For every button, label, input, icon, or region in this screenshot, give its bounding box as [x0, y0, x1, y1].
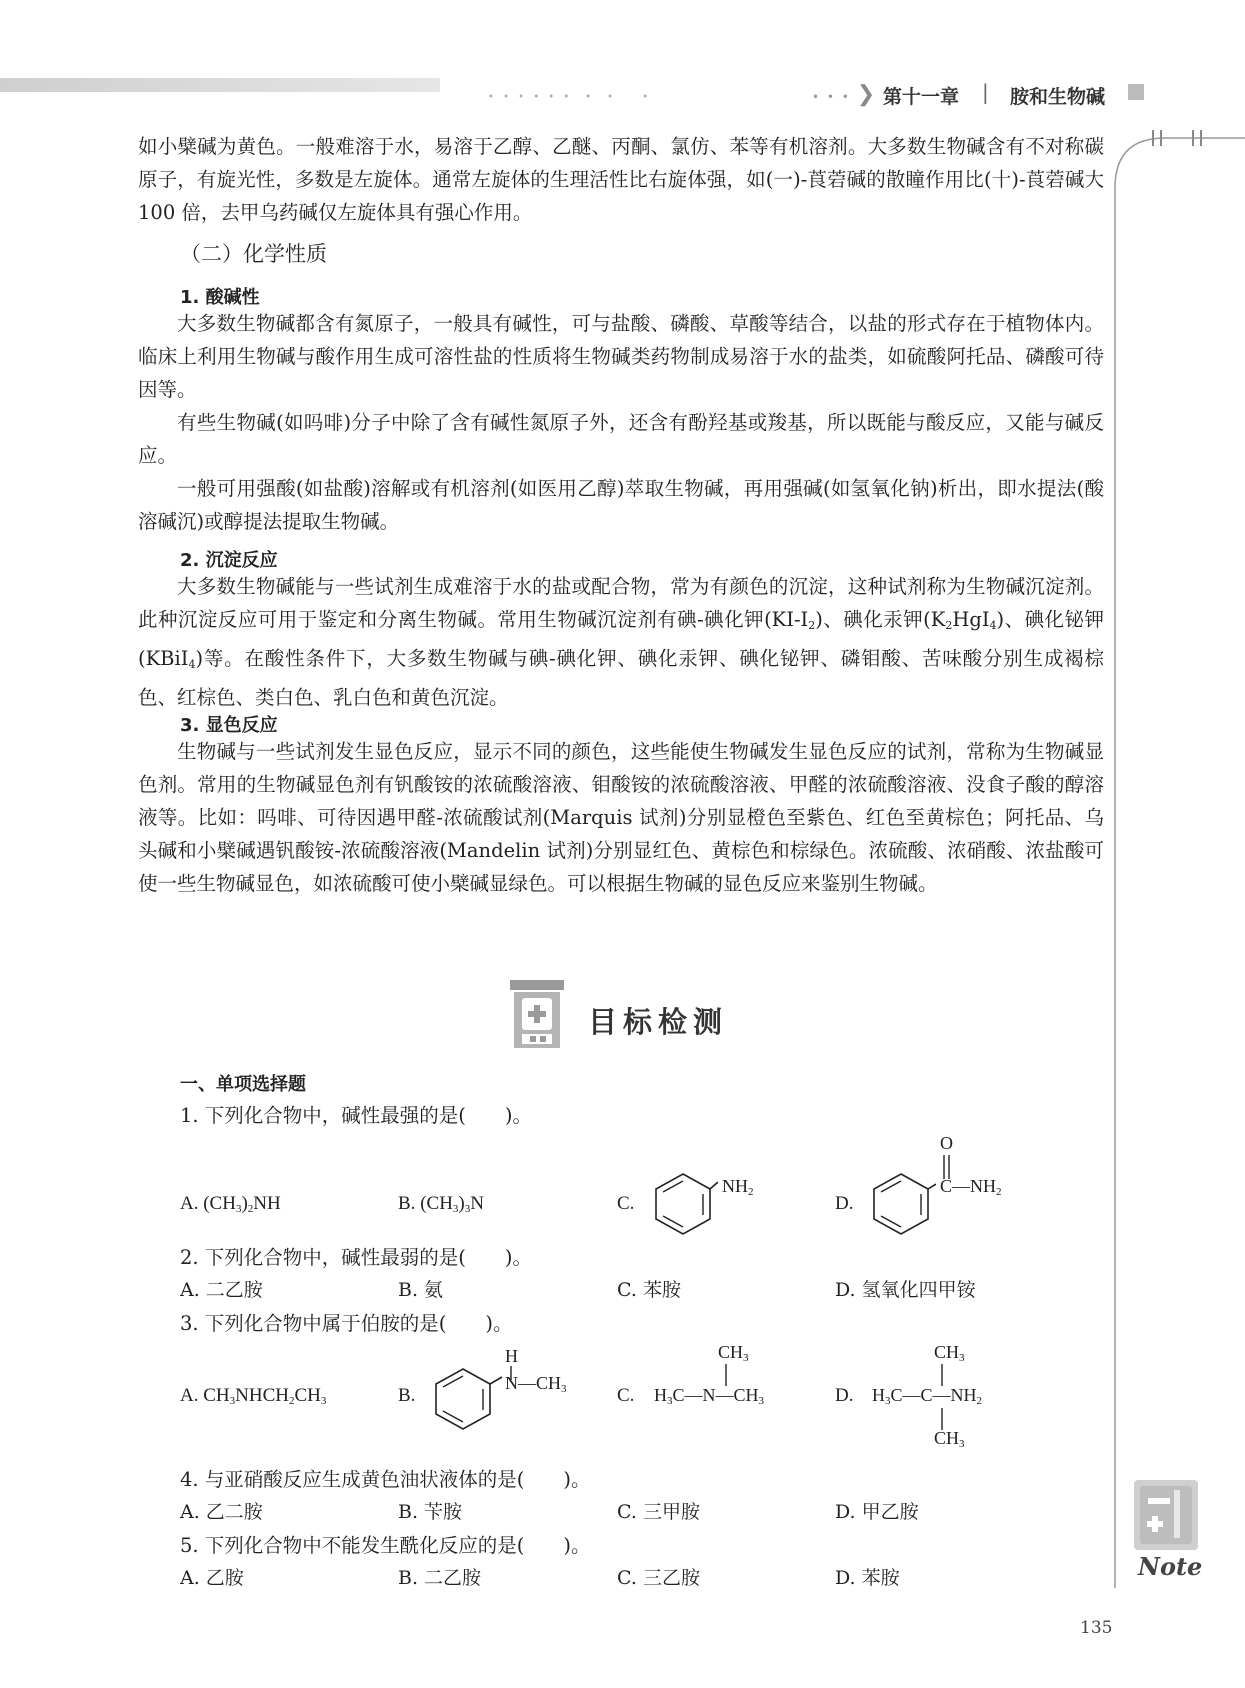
paragraph-precipitation: 大多数生物碱能与一些试剂生成难溶于水的盐或配合物，常为有颜色的沉淀，这种试剂称为生物碱沉淀剂。此种沉淀反应可用于鉴定和分离生物碱。常用生物碱沉淀剂有碘-碘化钾$(KI-I_2)$、碘化汞钾$(K_2HgI_4)$、碘化铋钾(KBiI$_4$)等。在酸性条件下，大多数生物碱与碘-碘化钾、碘化汞钾、碘化铋钾、磷钼酸、苦味酸分别生成褐棕色、红棕色、类白色、乳白色和黄色沉淀。 [138, 575, 1104, 709]
subheading-precipitation: 2. 沉淀反应 [180, 550, 278, 571]
question-3-option-d-main: $H_3C—C—NH_2$ [872, 1385, 983, 1407]
header-band [0, 78, 440, 92]
aniline-structure [648, 1168, 718, 1240]
question-1-stem: 1. 下列化合物中，碱性最强的是( )。 [180, 1104, 533, 1127]
question-1-option-b: B. $(CH_3)_3N$ [398, 1193, 484, 1215]
benzamide-structure [866, 1168, 936, 1240]
question-2-option-b: B. 氨 [398, 1279, 444, 1301]
paragraph-acid-base-3: 一般可用强酸(如盐酸)溶解或有机溶剂(如医用乙醇)萃取生物碱，再用强碱(如氢氧化钠)析出，即水提法(酸溶碱沉)或醇提法提取生物碱。 [138, 477, 1104, 533]
question-2-option-d: D. 氢氧化四甲铵 [835, 1279, 976, 1301]
question-3-stem: 3. 下列化合物中属于伯胺的是( )。 [180, 1312, 513, 1335]
paragraph-acid-base-1: 大多数生物碱都含有氮原子，一般具有碱性，可与盐酸、磷酸、草酸等结合，以盐的形式存在于植物体内。临床上利用生物碱与酸作用生成可溶性盐的性质将生物碱类药物制成易溶于水的盐类，如硫酸阿托品、磷酸可待因等。 [138, 312, 1104, 401]
margin-binder-line [1105, 128, 1245, 1598]
question-3-option-c-label: C. [617, 1385, 635, 1406]
question-2-option-c: C. 苯胺 [617, 1279, 681, 1301]
question-5-option-b: B. 二乙胺 [398, 1567, 482, 1589]
question-3-option-c-top-methyl: $CH_3$ [718, 1342, 749, 1364]
question-4-option-d: D. 甲乙胺 [835, 1501, 919, 1523]
question-5-option-c: C. 三乙胺 [617, 1567, 700, 1589]
target-detection-title: 目标检测 [588, 1005, 729, 1039]
question-1-option-d-oxygen: O [940, 1133, 953, 1153]
question-4-option-c: C. 三甲胺 [617, 1501, 700, 1523]
question-4-option-a: A. 乙二胺 [180, 1501, 263, 1523]
question-1-option-d-amide: $C—NH_2$ [940, 1176, 1002, 1198]
header-arrow-dots: • • • ❯ [812, 82, 878, 107]
c-c-bond-vertical-top [936, 1364, 948, 1386]
question-1-option-a: A. $(CH_3)_2NH$ [180, 1193, 281, 1215]
header-square [1128, 84, 1144, 100]
question-1-option-c-label: C. [617, 1193, 635, 1214]
question-3-option-d-bottom-methyl: $CH_3$ [934, 1428, 965, 1450]
question-3-option-b-hydrogen: H [505, 1346, 518, 1366]
n-methylaniline-structure [428, 1363, 504, 1435]
paragraph-acid-base-2: 有些生物碱(如吗啡)分子中除了含有碱性氮原子外，还含有酚羟基或羧基，所以既能与酸反应，又能与碱反应。 [138, 411, 1104, 467]
paragraph-optical-activity: 如小檗碱为黄色。一般难溶于水，易溶于乙醇、乙醚、丙酮、氯仿、苯等有机溶剂。大多数生物碱含有不对称碳原子，有旋光性，多数是左旋体。通常左旋体的生理活性比右旋体强，如(一)-莨菪碱的散瞳作用比(十)-莨菪碱大 100 倍，去甲乌药碱仅左旋体具有强心作用。 [138, 135, 1104, 224]
page-number: 135 [1080, 1618, 1113, 1638]
question-1-option-c-amine: $NH_2$ [722, 1176, 754, 1198]
header-separator: | [982, 80, 989, 104]
question-3-option-d-label: D. [835, 1385, 854, 1406]
subheading-color-reaction: 3. 显色反应 [180, 715, 278, 736]
question-5-stem: 5. 下列化合物中不能发生酰化反应的是( )。 [180, 1534, 591, 1557]
note-icon [1130, 1478, 1202, 1552]
question-5-option-a: A. 乙胺 [180, 1567, 244, 1589]
question-3-option-b-label: B. [398, 1385, 416, 1406]
question-3-option-c-main: $H_3C—N—CH_3$ [654, 1385, 765, 1407]
paragraph-color-reaction: 生物碱与一些试剂发生显色反应，显示不同的颜色，这些能使生物碱发生显色反应的试剂，常称为生物碱显色剂。常用的生物碱显色剂有钒酸铵的浓硫酸溶液、钼酸铵的浓硫酸溶液、甲醛的浓硫酸溶液、没食子酸的醇溶液等。比如：吗啡、可待因遇甲醛-浓硫酸试剂(Marquis 试剂)分别显橙色至紫色、红色至黄棕色；阿托品、乌头碱和小檗碱遇钒酸铵-浓硫酸溶液(Mandelin 试剂)分别显红色、黄棕色和棕绿色。浓硫酸、浓硝酸、浓盐酸可使一些生物碱显色，如浓硫酸可使小檗碱显绿色。可以根据生物碱的显色反应来鉴别生物碱。 [138, 740, 1104, 895]
question-4-stem: 4. 与亚硝酸反应生成黄色油状液体的是( )。 [180, 1468, 591, 1491]
question-4-option-b: B. 苄胺 [398, 1501, 463, 1523]
question-3-option-d-top-methyl: $CH_3$ [934, 1342, 965, 1364]
question-1-option-d-label: D. [835, 1193, 854, 1214]
section-heading-chemical-properties: （二）化学性质 [180, 242, 327, 266]
header-dots: • • • • • • • • • [488, 92, 651, 103]
question-2-stem: 2. 下列化合物中，碱性最弱的是( )。 [180, 1246, 533, 1269]
question-3-option-b-amine: $N—CH_3$ [505, 1373, 567, 1395]
note-label: Note [1138, 1552, 1203, 1581]
question-5-option-d: D. 苯胺 [835, 1567, 900, 1589]
chapter-title: 胺和生物碱 [1010, 86, 1106, 108]
question-3-option-a: A. $CH_3NHCH_2CH_3$ [180, 1385, 327, 1407]
c-c-bond-vertical-bottom [936, 1408, 948, 1430]
subheading-acid-base: 1. 酸碱性 [180, 287, 260, 308]
chapter-label: 第十一章 [883, 86, 960, 108]
c-n-bond-vertical [720, 1364, 732, 1386]
question-2-option-a: A. 二乙胺 [180, 1279, 263, 1301]
medicine-cabinet-icon [508, 978, 566, 1050]
single-choice-heading: 一、单项选择题 [180, 1074, 306, 1095]
